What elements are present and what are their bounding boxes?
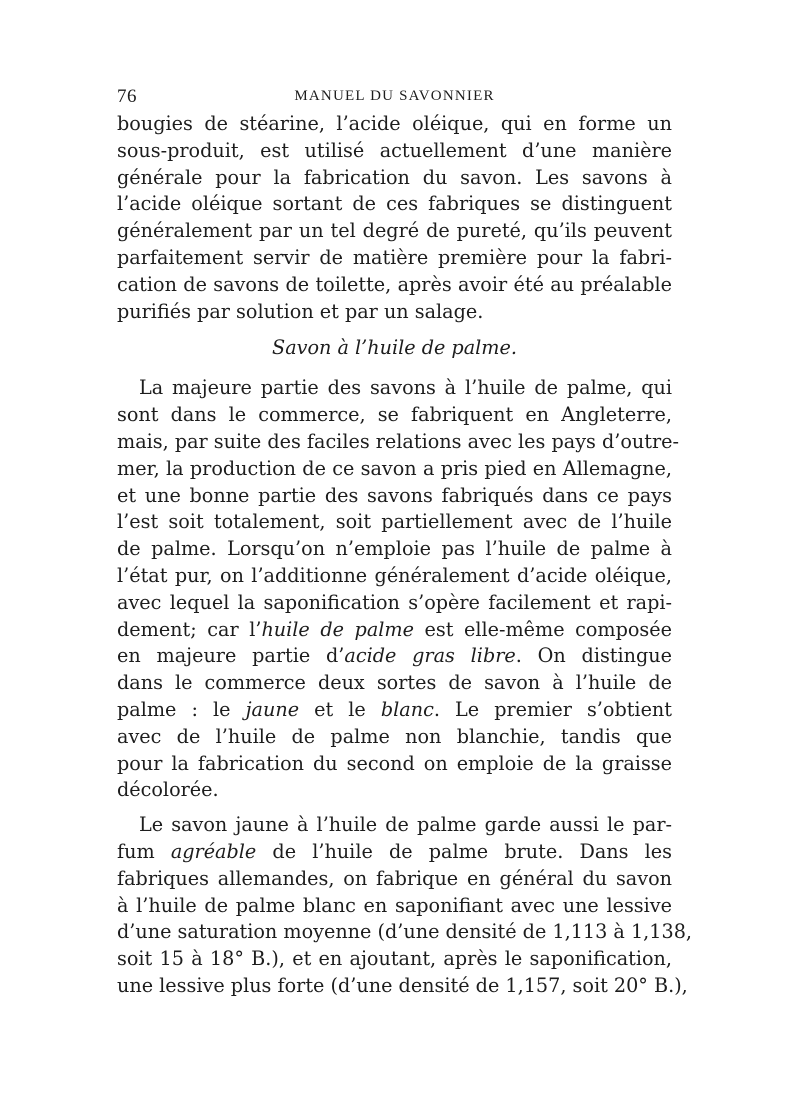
text-line xyxy=(117,839,672,866)
text-line: avec lequel la saponification s’opère facilement et rapi- xyxy=(117,590,672,614)
text-line: d’une saturation moyenne (d’une densité de 1,113 à 1,138, xyxy=(117,920,692,944)
text-fragment: fum xyxy=(117,839,171,863)
italic-term: huile de palme xyxy=(261,617,414,641)
text-line: généralement par un tel degré de pureté, qu’ils peuvent xyxy=(117,219,672,243)
text-line: Le savon jaune à l’huile de palme garde aussi le par- xyxy=(139,813,672,837)
text-fragment: . On distingue xyxy=(515,644,673,668)
text-line: sont dans le commerce, se fabriquent en Angleterre, xyxy=(117,403,672,427)
text-line: dans le commerce deux sortes de savon à l’huile de xyxy=(117,671,672,695)
text-line: une lessive plus forte (d’une densité de 1,157, soit 20° B.), xyxy=(117,973,688,997)
text-line: générale pour la fabrication du savon. Les savons à xyxy=(117,165,672,189)
page-header xyxy=(117,86,672,110)
text-fragment: en majeure partie d’ xyxy=(117,644,345,668)
italic-term: blanc xyxy=(380,697,434,721)
text-line: La majeure partie des savons à l’huile de palme, qui xyxy=(139,376,672,400)
text-line: bougies de stéarine, l’acide oléique, qui en forme un xyxy=(117,112,672,135)
section-heading: Savon à l’huile de palme. xyxy=(272,336,517,360)
body-text xyxy=(117,111,692,1000)
text-line: avec de l’huile de palme non blanchie, tandis que xyxy=(117,724,672,748)
text-line: fabriques allemandes, on fabrique en général du savon xyxy=(117,866,672,890)
text-fragment: est elle-même composée xyxy=(413,617,672,641)
text-line: parfaitement servir de matière première pour la fabri- xyxy=(117,245,672,269)
text-line: purifiés par solution et par un salage. xyxy=(117,299,484,323)
text-line: sous-produit, est utilisé actuellement d’une manière xyxy=(117,138,672,162)
text-line xyxy=(117,643,672,670)
running-title: MANUEL DU SAVONNIER xyxy=(294,88,495,104)
text-line: cation de savons de toilette, après avoir été au préalable xyxy=(117,272,672,296)
text-line: décolorée. xyxy=(117,778,219,802)
text-line: soit 15 à 18° B.), et en ajoutant, après le saponification, xyxy=(117,947,672,971)
text-line: à l’huile de palme blanc en saponifiant avec une lessive xyxy=(117,893,672,917)
text-line xyxy=(117,697,672,724)
text-line: pour la fabrication du second on emploie de la graisse xyxy=(117,751,672,775)
italic-term: jaune xyxy=(245,697,300,721)
text-line: l’est soit totalement, soit partiellement avec de l’huile xyxy=(117,510,672,534)
italic-term: acide gras libre xyxy=(344,644,516,668)
text-fragment: de l’huile de palme brute. Dans les xyxy=(256,839,672,863)
text-line xyxy=(117,617,672,644)
text-fragment: et le xyxy=(299,697,381,721)
text-line: l’état pur, on l’additionne généralement d’acide oléique, xyxy=(117,563,672,587)
text-line: et une bonne partie des savons fabriqués dans ce pays xyxy=(117,483,672,507)
italic-term: agréable xyxy=(170,839,257,863)
text-fragment: palme : le xyxy=(117,697,246,721)
text-line: l’acide oléique sortant de ces fabriques se distinguent xyxy=(117,192,672,216)
text-line: mais, par suite des faciles relations avec les pays d’outre- xyxy=(117,429,680,453)
page-number: 76 xyxy=(117,86,137,107)
text-line: mer, la production de ce savon a pris pied en Allemagne, xyxy=(117,456,672,480)
text-line: de palme. Lorsqu’on n’emploie pas l’huile de palme à xyxy=(117,537,672,561)
text-fragment: dement; car l’ xyxy=(117,617,262,641)
text-fragment: . Le premier s’obtient xyxy=(433,697,672,721)
